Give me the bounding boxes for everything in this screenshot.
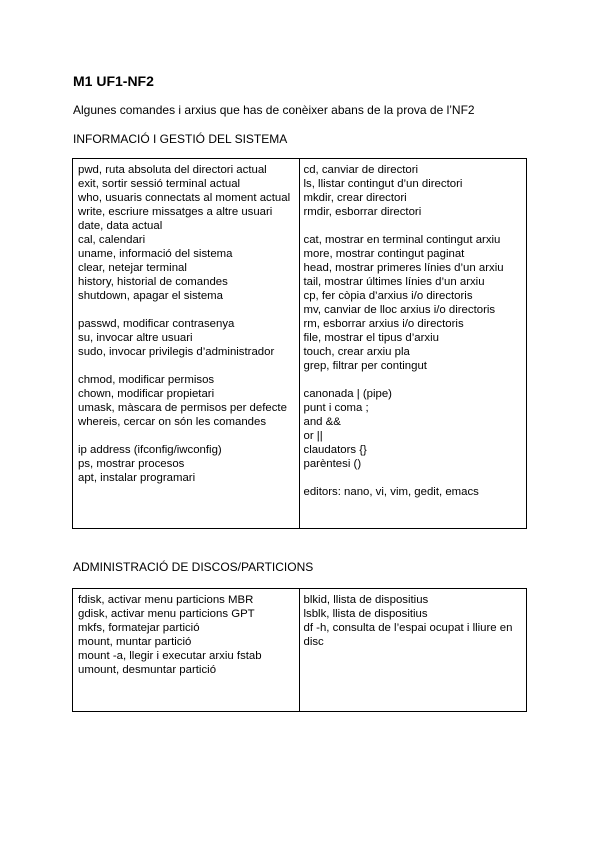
command-entry: mkfs, formatejar partició bbox=[78, 622, 200, 634]
command-group bbox=[304, 593, 522, 649]
intro-text: Algunes comandes i arxius que has de conèixer abans de la prova de l’NF2 bbox=[73, 103, 475, 117]
command-entry: tail, mostrar últimes línies d’un arxiu bbox=[303, 276, 485, 288]
command-entry: chmod, modificar permisos bbox=[78, 374, 215, 386]
table-column-left bbox=[73, 159, 300, 528]
command-entry: and && bbox=[303, 416, 341, 428]
command-entry: history, historial de comandes bbox=[78, 276, 228, 288]
command-entry: shutdown, apagar el sistema bbox=[78, 290, 223, 302]
command-entry: mkdir, crear directori bbox=[303, 192, 407, 204]
table-column-left bbox=[73, 589, 300, 711]
command-entry: passwd, modificar contrasenya bbox=[78, 318, 235, 330]
command-entry: or || bbox=[303, 430, 323, 442]
command-group bbox=[78, 443, 294, 485]
command-group bbox=[78, 163, 294, 303]
command-entry: mount, muntar partició bbox=[78, 636, 192, 648]
command-group bbox=[304, 233, 522, 373]
command-entry: cat, mostrar en terminal contingut arxiu bbox=[303, 234, 501, 246]
command-entry: df -h, consulta de l’espai ocupat i lliure en disc bbox=[303, 622, 513, 648]
command-group bbox=[78, 593, 294, 677]
command-entry: ip address (ifconfig/iwconfig) bbox=[78, 444, 222, 456]
command-entry: rmdir, esborrar directori bbox=[303, 206, 422, 218]
command-entry: uname, informació del sistema bbox=[78, 248, 233, 260]
commands-table-disks bbox=[72, 588, 527, 712]
command-entry: fdisk, activar menu particions MBR bbox=[78, 594, 254, 606]
command-entry: rm, esborrar arxius i/o directoris bbox=[303, 318, 464, 330]
command-entry: date, data actual bbox=[78, 220, 163, 232]
command-entry: exit, sortir sessió terminal actual bbox=[78, 178, 241, 190]
command-entry: canonada | (pipe) bbox=[303, 388, 392, 400]
command-entry: touch, crear arxiu pla bbox=[303, 346, 410, 358]
command-entry: cd, canviar de directori bbox=[303, 164, 419, 176]
document-title: M1 UF1-NF2 bbox=[73, 73, 154, 89]
command-entry: cp, fer còpia d’arxius i/o directoris bbox=[303, 290, 473, 302]
command-entry: mount -a, llegir i executar arxiu fstab bbox=[78, 650, 262, 662]
command-entry: pwd, ruta absoluta del directori actual bbox=[78, 164, 267, 176]
command-entry: umask, màscara de permisos per defecte bbox=[78, 402, 287, 414]
command-entry: claudators {} bbox=[303, 444, 367, 456]
command-entry: ls, llistar contingut d’un directori bbox=[303, 178, 463, 190]
table-column-right bbox=[300, 159, 527, 528]
command-group bbox=[304, 387, 522, 471]
command-entry: mv, canviar de lloc arxius i/o directoris bbox=[303, 304, 496, 316]
command-entry: umount, desmuntar partició bbox=[78, 664, 217, 676]
command-entry: gdisk, activar menu particions GPT bbox=[78, 608, 255, 620]
command-group bbox=[78, 317, 294, 359]
section-heading-disks: ADMINISTRACIÓ DE DISCOS/PARTICIONS bbox=[73, 560, 314, 574]
command-entry: editors: nano, vi, vim, gedit, emacs bbox=[303, 486, 479, 498]
command-group bbox=[78, 373, 294, 429]
command-group bbox=[304, 485, 522, 499]
command-entry: parèntesi () bbox=[303, 458, 362, 470]
command-entry: punt i coma ; bbox=[303, 402, 369, 414]
command-entry: more, mostrar contingut paginat bbox=[303, 248, 465, 260]
section-heading-system: INFORMACIÓ I GESTIÓ DEL SISTEMA bbox=[73, 132, 288, 146]
command-entry: who, usuaris connectats al moment actual bbox=[78, 192, 291, 204]
command-entry: ps, mostrar procesos bbox=[78, 458, 185, 470]
table-column-right bbox=[300, 589, 527, 711]
command-entry: clear, netejar terminal bbox=[78, 262, 187, 274]
command-entry: whereis, cercar on són les comandes bbox=[78, 416, 267, 428]
command-entry: file, mostrar el tipus d’arxiu bbox=[303, 332, 439, 344]
command-group bbox=[304, 163, 522, 219]
command-entry: cal, calendari bbox=[78, 234, 146, 246]
command-entry: grep, filtrar per contingut bbox=[303, 360, 427, 372]
command-entry: sudo, invocar privilegis d’administrador bbox=[78, 346, 275, 358]
command-entry: su, invocar altre usuari bbox=[78, 332, 193, 344]
command-entry: write, escriure missatges a altre usuari bbox=[78, 206, 273, 218]
command-entry: lsblk, llista de dispositius bbox=[303, 608, 428, 620]
commands-table-system bbox=[72, 158, 527, 529]
command-entry: apt, instalar programari bbox=[78, 472, 196, 484]
command-entry: blkid, llista de dispositius bbox=[303, 594, 429, 606]
command-entry: chown, modificar propietari bbox=[78, 388, 215, 400]
command-entry: head, mostrar primeres línies d’un arxiu bbox=[303, 262, 504, 274]
